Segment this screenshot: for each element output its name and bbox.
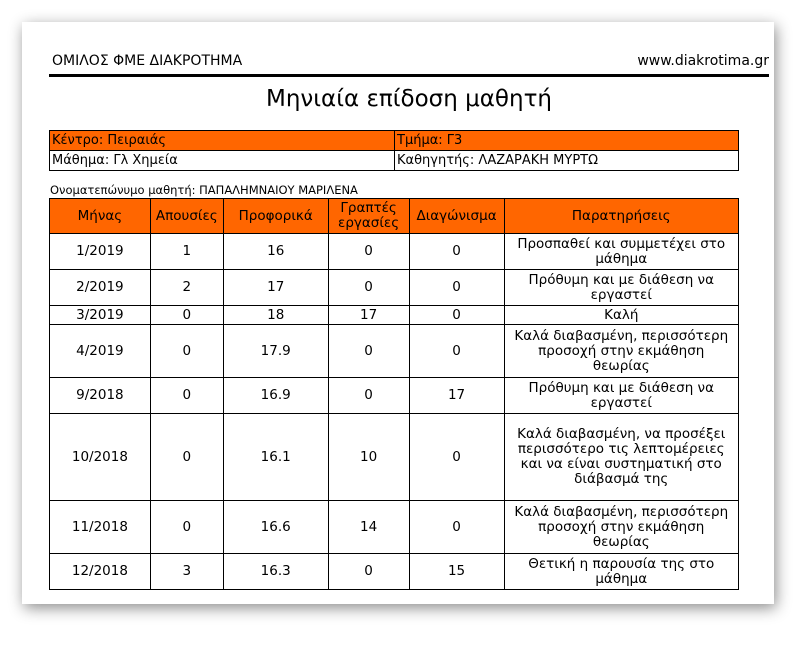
center-cell: Κέντρο: Πειραιάς <box>50 131 395 151</box>
cell-absences: 1 <box>150 234 223 270</box>
cell-oral: 17.9 <box>223 325 328 378</box>
cell-absences: 0 <box>150 306 223 325</box>
header-test: Διαγώνισμα <box>409 199 504 234</box>
page-header <box>52 53 769 69</box>
header-remarks: Παρατηρήσεις <box>504 199 739 234</box>
cell-oral: 16.6 <box>223 501 328 554</box>
header-absences: Απουσίες <box>150 199 223 234</box>
info-table <box>49 130 739 171</box>
cell-test: 0 <box>409 234 504 270</box>
cell-month: 12/2018 <box>50 554 151 590</box>
cell-absences: 0 <box>150 378 223 414</box>
page-title: Μηνιαία επίδοση μαθητή <box>265 86 552 112</box>
cell-oral: 16 <box>223 234 328 270</box>
cell-absences: 0 <box>150 501 223 554</box>
cell-absences: 3 <box>150 554 223 590</box>
cell-absences: 0 <box>150 414 223 501</box>
cell-oral: 16.3 <box>223 554 328 590</box>
subject-cell: Μάθημα: Γλ Χημεία <box>50 151 395 171</box>
cell-written: 17 <box>328 306 409 325</box>
cell-written: 0 <box>328 554 409 590</box>
website-text: www.diakrotima.gr <box>637 53 769 69</box>
table-row <box>50 554 739 590</box>
cell-month: 11/2018 <box>50 501 151 554</box>
cell-test: 17 <box>409 378 504 414</box>
cell-month: 10/2018 <box>50 414 151 501</box>
cell-month: 4/2019 <box>50 325 151 378</box>
student-name: Ονοματεπώνυμο μαθητή: ΠΑΠΑΛΗΜΝΑΙΟΥ ΜΑΡΙΛΕΝΑ <box>50 183 358 197</box>
table-row <box>50 270 739 306</box>
header-written-line1: Γραπτές <box>340 200 397 216</box>
cell-written: 0 <box>328 378 409 414</box>
table-row <box>50 234 739 270</box>
cell-remarks: Πρόθυμη και με διάθεση να εργαστεί <box>504 270 739 306</box>
cell-written: 0 <box>328 325 409 378</box>
header-oral: Προφορικά <box>223 199 328 234</box>
cell-oral: 16.1 <box>223 414 328 501</box>
cell-remarks: Καλά διαβασμένη, να προσέξει περισσότερο τις λεπτομέρειες και να είναι συστηματική στο διάβασμά της <box>504 414 739 501</box>
cell-written: 14 <box>328 501 409 554</box>
cell-oral: 16.9 <box>223 378 328 414</box>
info-row-2 <box>50 151 739 171</box>
table-row <box>50 306 739 325</box>
grades-header-row <box>50 199 739 234</box>
cell-written: 10 <box>328 414 409 501</box>
cell-oral: 17 <box>223 270 328 306</box>
table-row <box>50 414 739 501</box>
cell-test: 15 <box>409 554 504 590</box>
cell-remarks: Καλά διαβασμένη, περισσότερη προσοχή στην εκμάθηση θεωρίας <box>504 325 739 378</box>
cell-month: 2/2019 <box>50 270 151 306</box>
cell-absences: 2 <box>150 270 223 306</box>
cell-remarks: Πρόθυμη και με διάθεση να εργαστεί <box>504 378 739 414</box>
table-row <box>50 325 739 378</box>
info-row-1 <box>50 131 739 151</box>
header-written-line2: εργασίες <box>338 215 400 231</box>
cell-month: 1/2019 <box>50 234 151 270</box>
cell-remarks: Προσπαθεί και συμμετέχει στο μάθημα <box>504 234 739 270</box>
cell-test: 0 <box>409 414 504 501</box>
table-row <box>50 378 739 414</box>
header-divider <box>49 74 769 77</box>
header-written <box>328 199 409 234</box>
class-cell: Τμήμα: Γ3 <box>395 131 739 151</box>
cell-month: 3/2019 <box>50 306 151 325</box>
grades-table <box>49 198 739 590</box>
table-row <box>50 501 739 554</box>
cell-test: 0 <box>409 325 504 378</box>
cell-written: 0 <box>328 234 409 270</box>
cell-test: 0 <box>409 501 504 554</box>
cell-test: 0 <box>409 306 504 325</box>
cell-written: 0 <box>328 270 409 306</box>
cell-remarks: Καλή <box>504 306 739 325</box>
cell-absences: 0 <box>150 325 223 378</box>
teacher-cell: Καθηγητής: ΛΑΖΑΡΑΚΗ ΜΥΡΤΩ <box>395 151 739 171</box>
cell-oral: 18 <box>223 306 328 325</box>
header-month: Μήνας <box>50 199 151 234</box>
cell-remarks: Καλά διαβασμένη, περισσότερη προσοχή στην εκμάθηση θεωρίας <box>504 501 739 554</box>
cell-month: 9/2018 <box>50 378 151 414</box>
cell-remarks: Θετική η παρουσία της στο μάθημα <box>504 554 739 590</box>
organization-name: ΟΜΙΛΟΣ ΦΜΕ ΔΙΑΚΡΟΤΗΜΑ <box>52 53 243 69</box>
cell-test: 0 <box>409 270 504 306</box>
report-page <box>22 22 774 604</box>
